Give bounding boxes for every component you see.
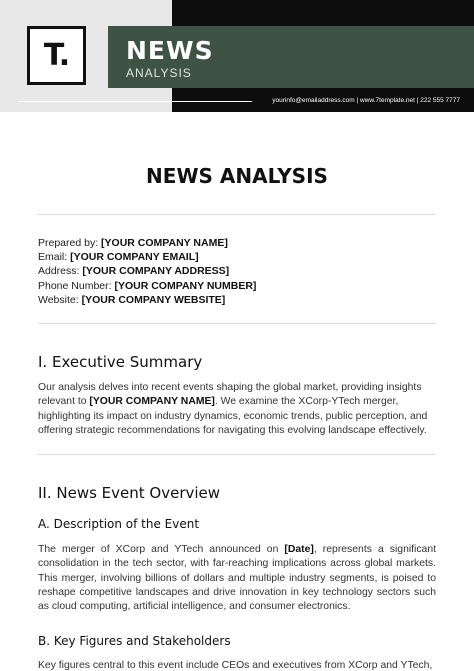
executive-summary-text bbox=[38, 381, 436, 438]
info-label: Website: bbox=[38, 293, 82, 306]
description-text-part: The merger of XCorp and YTech announced on bbox=[38, 544, 285, 555]
document-title: NEWS ANALYSIS bbox=[146, 164, 328, 188]
info-value: [YOUR COMPANY ADDRESS] bbox=[82, 265, 230, 278]
header-contact: yourinfo@emailaddress.com | www.7template.net | 222 555 7777 bbox=[272, 97, 460, 104]
info-label: Prepared by: bbox=[38, 237, 102, 249]
info-website bbox=[38, 293, 256, 307]
summary-text-part: . We examine the XCorp-YTech merger, highlighting its impact on industry dynamics, economic trends, public perception, and offering strategic recommendations for navigating this evolving landscape effectively. bbox=[38, 396, 428, 436]
info-email bbox=[38, 250, 256, 264]
info-value: [YOUR COMPANY NUMBER] bbox=[114, 279, 257, 292]
info-block bbox=[38, 236, 256, 307]
description-date: [Date] bbox=[284, 544, 314, 555]
info-label: Email: bbox=[38, 251, 71, 264]
subheading-description: A. Description of the Event bbox=[38, 517, 200, 531]
summary-company: [YOUR COMPANY NAME] bbox=[89, 396, 215, 408]
section-heading-news-overview: II. News Event Overview bbox=[38, 484, 221, 502]
key-figures-text: Key figures central to this event include CEOs and executives from XCorp and YTech, bbox=[38, 660, 433, 671]
event-description-text bbox=[38, 543, 436, 614]
info-address bbox=[38, 264, 256, 278]
info-value: [YOUR COMPANY WEBSITE] bbox=[81, 293, 226, 306]
header-divider bbox=[18, 101, 252, 102]
divider-summary bbox=[38, 454, 436, 455]
section-heading-executive-summary: I. Executive Summary bbox=[38, 353, 203, 371]
info-label: Phone Number: bbox=[38, 279, 115, 292]
logo bbox=[27, 26, 86, 85]
header-subtitle: ANALYSIS bbox=[126, 66, 192, 80]
divider-top bbox=[38, 214, 436, 215]
document-header bbox=[0, 0, 474, 112]
info-prepared-by bbox=[38, 236, 256, 250]
subheading-key-figures: B. Key Figures and Stakeholders bbox=[38, 634, 231, 648]
summary-text-part: Our analysis delves into recent events shaping the global market, providing insights relevant to bbox=[38, 382, 422, 408]
info-phone bbox=[38, 279, 256, 293]
description-text-part: , represents a significant consolidation in the tech sector, with far-reaching implications across global markets. This merger, involving billions of dollars and multiple industry segments, is poised to reshape competitive landscapes and drive innovation in key technology sectors such as cloud computing, artificial intelligence, and consumer electronics. bbox=[38, 544, 436, 613]
info-value: [YOUR COMPANY EMAIL] bbox=[70, 251, 199, 264]
divider-info bbox=[38, 323, 436, 324]
logo-letter: T. bbox=[43, 38, 70, 73]
info-label: Address: bbox=[38, 265, 83, 278]
header-title: NEWS bbox=[126, 36, 214, 65]
info-value: [YOUR COMPANY NAME] bbox=[101, 237, 228, 249]
header-title-panel bbox=[108, 26, 474, 88]
